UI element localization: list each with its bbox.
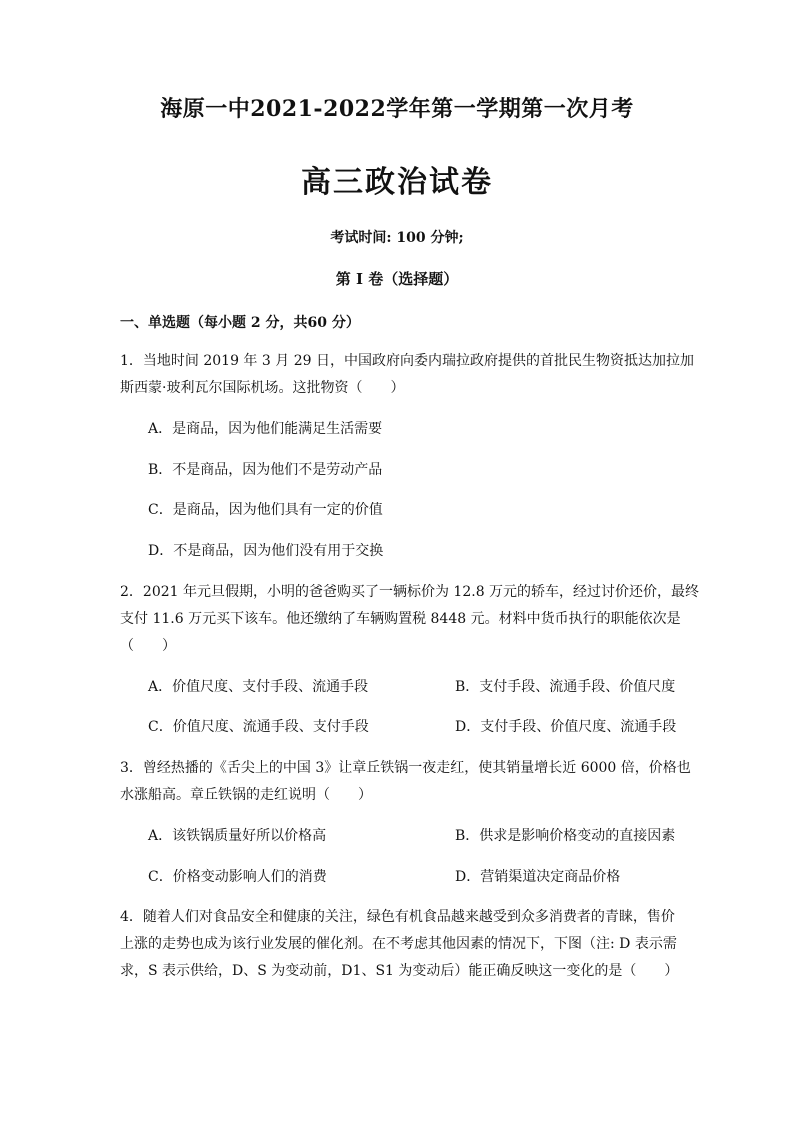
question-2-option-b: B．支付手段、流通手段、价值尺度 (455, 679, 676, 695)
exam-title: 海原一中2021-2022学年第一学期第一次月考 (160, 96, 634, 122)
question-2-stem-line-2: 支付 11.6 万元买下该车。他还缴纳了车辆购置税 8448 元。材料中货币执行的职能依次是 (120, 611, 681, 627)
question-2-option-d: D．支付手段、价值尺度、流通手段 (455, 719, 677, 735)
question-1-option-c: C．是商品，因为他们具有一定的价值 (148, 502, 383, 518)
question-1-option-d: D．不是商品，因为他们没有用于交换 (148, 543, 384, 559)
section-heading: 一、单选题（每小题 2 分，共60 分） (120, 315, 360, 331)
question-3-stem-line-1: 3．曾经热播的《舌尖上的中国 3》让章丘铁锅一夜走红，使其销量增长近 6000 倍，价格也 (120, 760, 691, 776)
question-3-stem-line-2: 水涨船高。章丘铁锅的走红说明（ ） (120, 787, 372, 803)
question-2-option-c: C．价值尺度、流通手段、支付手段 (148, 719, 369, 735)
question-4-stem-line-2: 上涨的走势也成为该行业发展的催化剂。在不考虑其他因素的情况下，下图（注: D 表示需 (120, 936, 677, 952)
question-3-option-d: D．营销渠道决定商品价格 (455, 869, 621, 885)
question-1-option-b: B．不是商品，因为他们不是劳动产品 (148, 462, 383, 478)
question-1-stem-line-2: 斯西蒙·玻利瓦尔国际机场。这批物资（ ） (120, 380, 405, 396)
question-4-stem-line-3: 求，S 表示供给，D、S 为变动前，D1、S1 为变动后）能正确反映这一变化的是（ ） (120, 963, 679, 979)
question-2-stem-line-3: （ ） (120, 638, 176, 654)
question-3-option-b: B．供求是影响价格变动的直接因素 (455, 828, 676, 844)
question-3-option-c: C．价格变动影响人们的消费 (148, 869, 327, 885)
question-1-stem-line-1: 1．当地时间 2019 年 3 月 29 日，中国政府向委内瑞拉政府提供的首批民生物资抵达加拉加 (120, 353, 694, 369)
question-3-option-a: A．该铁锅质量好所以价格高 (148, 828, 327, 844)
exam-time: 考试时间: 100 分钟; (330, 230, 464, 246)
question-2-option-a: A．价值尺度、支付手段、流通手段 (148, 679, 369, 695)
question-2-stem-line-1: 2．2021 年元旦假期，小明的爸爸购买了一辆标价为 12.8 万元的轿车，经过讨价还价，最终 (120, 584, 700, 600)
exam-subtitle: 高三政治试卷 (301, 165, 493, 200)
question-1-option-a: A．是商品，因为他们能满足生活需要 (148, 421, 383, 437)
volume-heading: 第 I 卷（选择题） (335, 270, 459, 288)
question-4-stem-line-1: 4．随着人们对食品安全和健康的关注，绿色有机食品越来越受到众多消费者的青睐，售价 (120, 909, 675, 925)
